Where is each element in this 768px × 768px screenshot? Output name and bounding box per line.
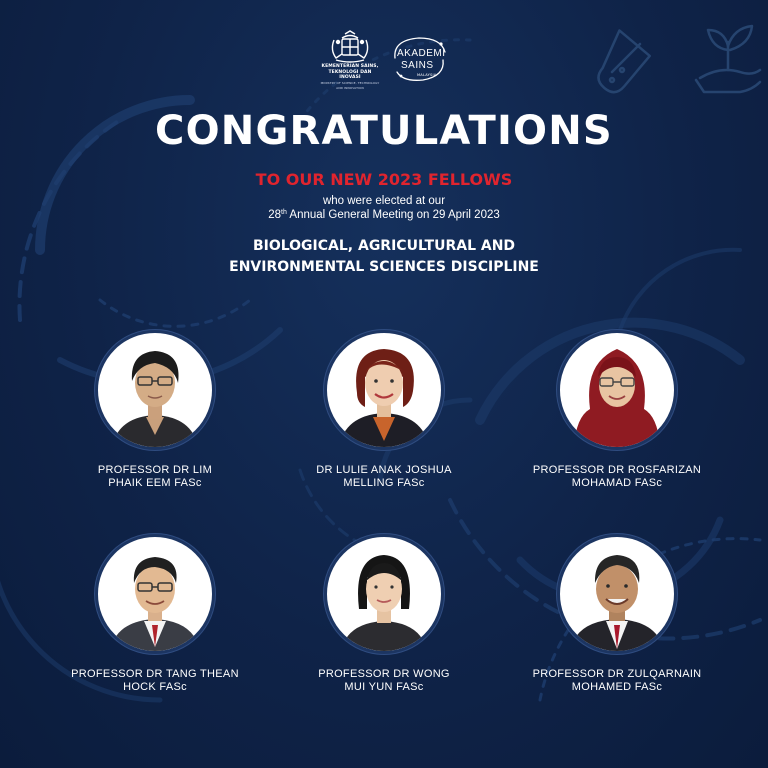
fellow-photo [95, 330, 215, 450]
fellow-photo [557, 534, 677, 654]
portrait-icon [327, 537, 441, 651]
fellow-card [284, 534, 484, 694]
fellow-photo [324, 534, 444, 654]
ministry-name-english: MINISTRY OF SCIENCE, TECHNOLOGY AND INNOVATION [320, 80, 380, 90]
fellow-name-line2: PHAIK EEM FASc [108, 477, 202, 489]
fellow-name [284, 668, 484, 694]
fellow-name-line2: MUI YUN FASc [344, 681, 424, 693]
subtitle: TO OUR NEW 2023 FELLOWS [255, 170, 513, 189]
ministry-logo [318, 30, 382, 92]
discipline-title [0, 236, 768, 278]
fellow-card [55, 330, 255, 490]
portrait-icon [327, 333, 441, 447]
fellow-photo [557, 330, 677, 450]
fellow-name-line2: MOHAMED FASc [571, 681, 663, 693]
fellow-name-line1: PROFESSOR DR WONG [318, 668, 450, 680]
fellow-photo [324, 330, 444, 450]
page-title: CONGRATULATIONS [155, 108, 613, 154]
discipline-line-1: BIOLOGICAL, AGRICULTURAL AND [252, 238, 516, 254]
elected-line: who were elected at our [322, 195, 446, 207]
fellow-name-line1: PROFESSOR DR LIM [97, 464, 213, 476]
fellow-name-line2: MELLING FASc [343, 477, 425, 489]
fellow-card [517, 534, 717, 694]
fellow-name [55, 668, 255, 694]
fellow-name [55, 464, 255, 490]
portrait-icon [98, 333, 212, 447]
ministry-name-line1: KEMENTERIAN SAINS, [321, 64, 379, 69]
fellow-name-line2: MOHAMAD FASc [571, 477, 663, 489]
fellow-name [517, 668, 717, 694]
fellow-card [517, 330, 717, 490]
fellow-name-line1: PROFESSOR DR TANG THEAN [71, 668, 239, 680]
fellow-photo [95, 534, 215, 654]
meeting-details: Annual General Meeting on 29 April 2023 [286, 209, 500, 221]
fellow-name [284, 464, 484, 490]
fellow-name-line1: PROFESSOR DR ROSFARIZAN [532, 464, 702, 476]
academy-logo [389, 34, 451, 86]
fellow-name-line2: HOCK FASc [123, 681, 187, 693]
portrait-icon [560, 333, 674, 447]
meeting-line [0, 209, 768, 221]
discipline-line-2: ENVIRONMENTAL SCIENCES DISCIPLINE [229, 259, 539, 275]
government-crest-icon [328, 30, 372, 64]
academy-word-3: MALAYSIA [417, 73, 437, 77]
fellow-card [284, 330, 484, 490]
fellow-card [55, 534, 255, 694]
fellow-name [517, 464, 717, 490]
portrait-icon [98, 537, 212, 651]
meeting-ordinal: 28 [268, 209, 282, 221]
logo-bar [0, 30, 768, 92]
portrait-icon [560, 537, 674, 651]
fellow-name-line1: PROFESSOR DR ZULQARNAIN [532, 668, 702, 680]
ministry-name-line2: TEKNOLOGI DAN INOVASI [328, 69, 372, 80]
academy-word-1: AKADEMI [397, 48, 446, 59]
academy-word-2: SAINS [401, 60, 434, 71]
meeting-suffix: th [281, 209, 287, 216]
fellow-name-line1: DR LULIE ANAK JOSHUA [316, 464, 452, 476]
